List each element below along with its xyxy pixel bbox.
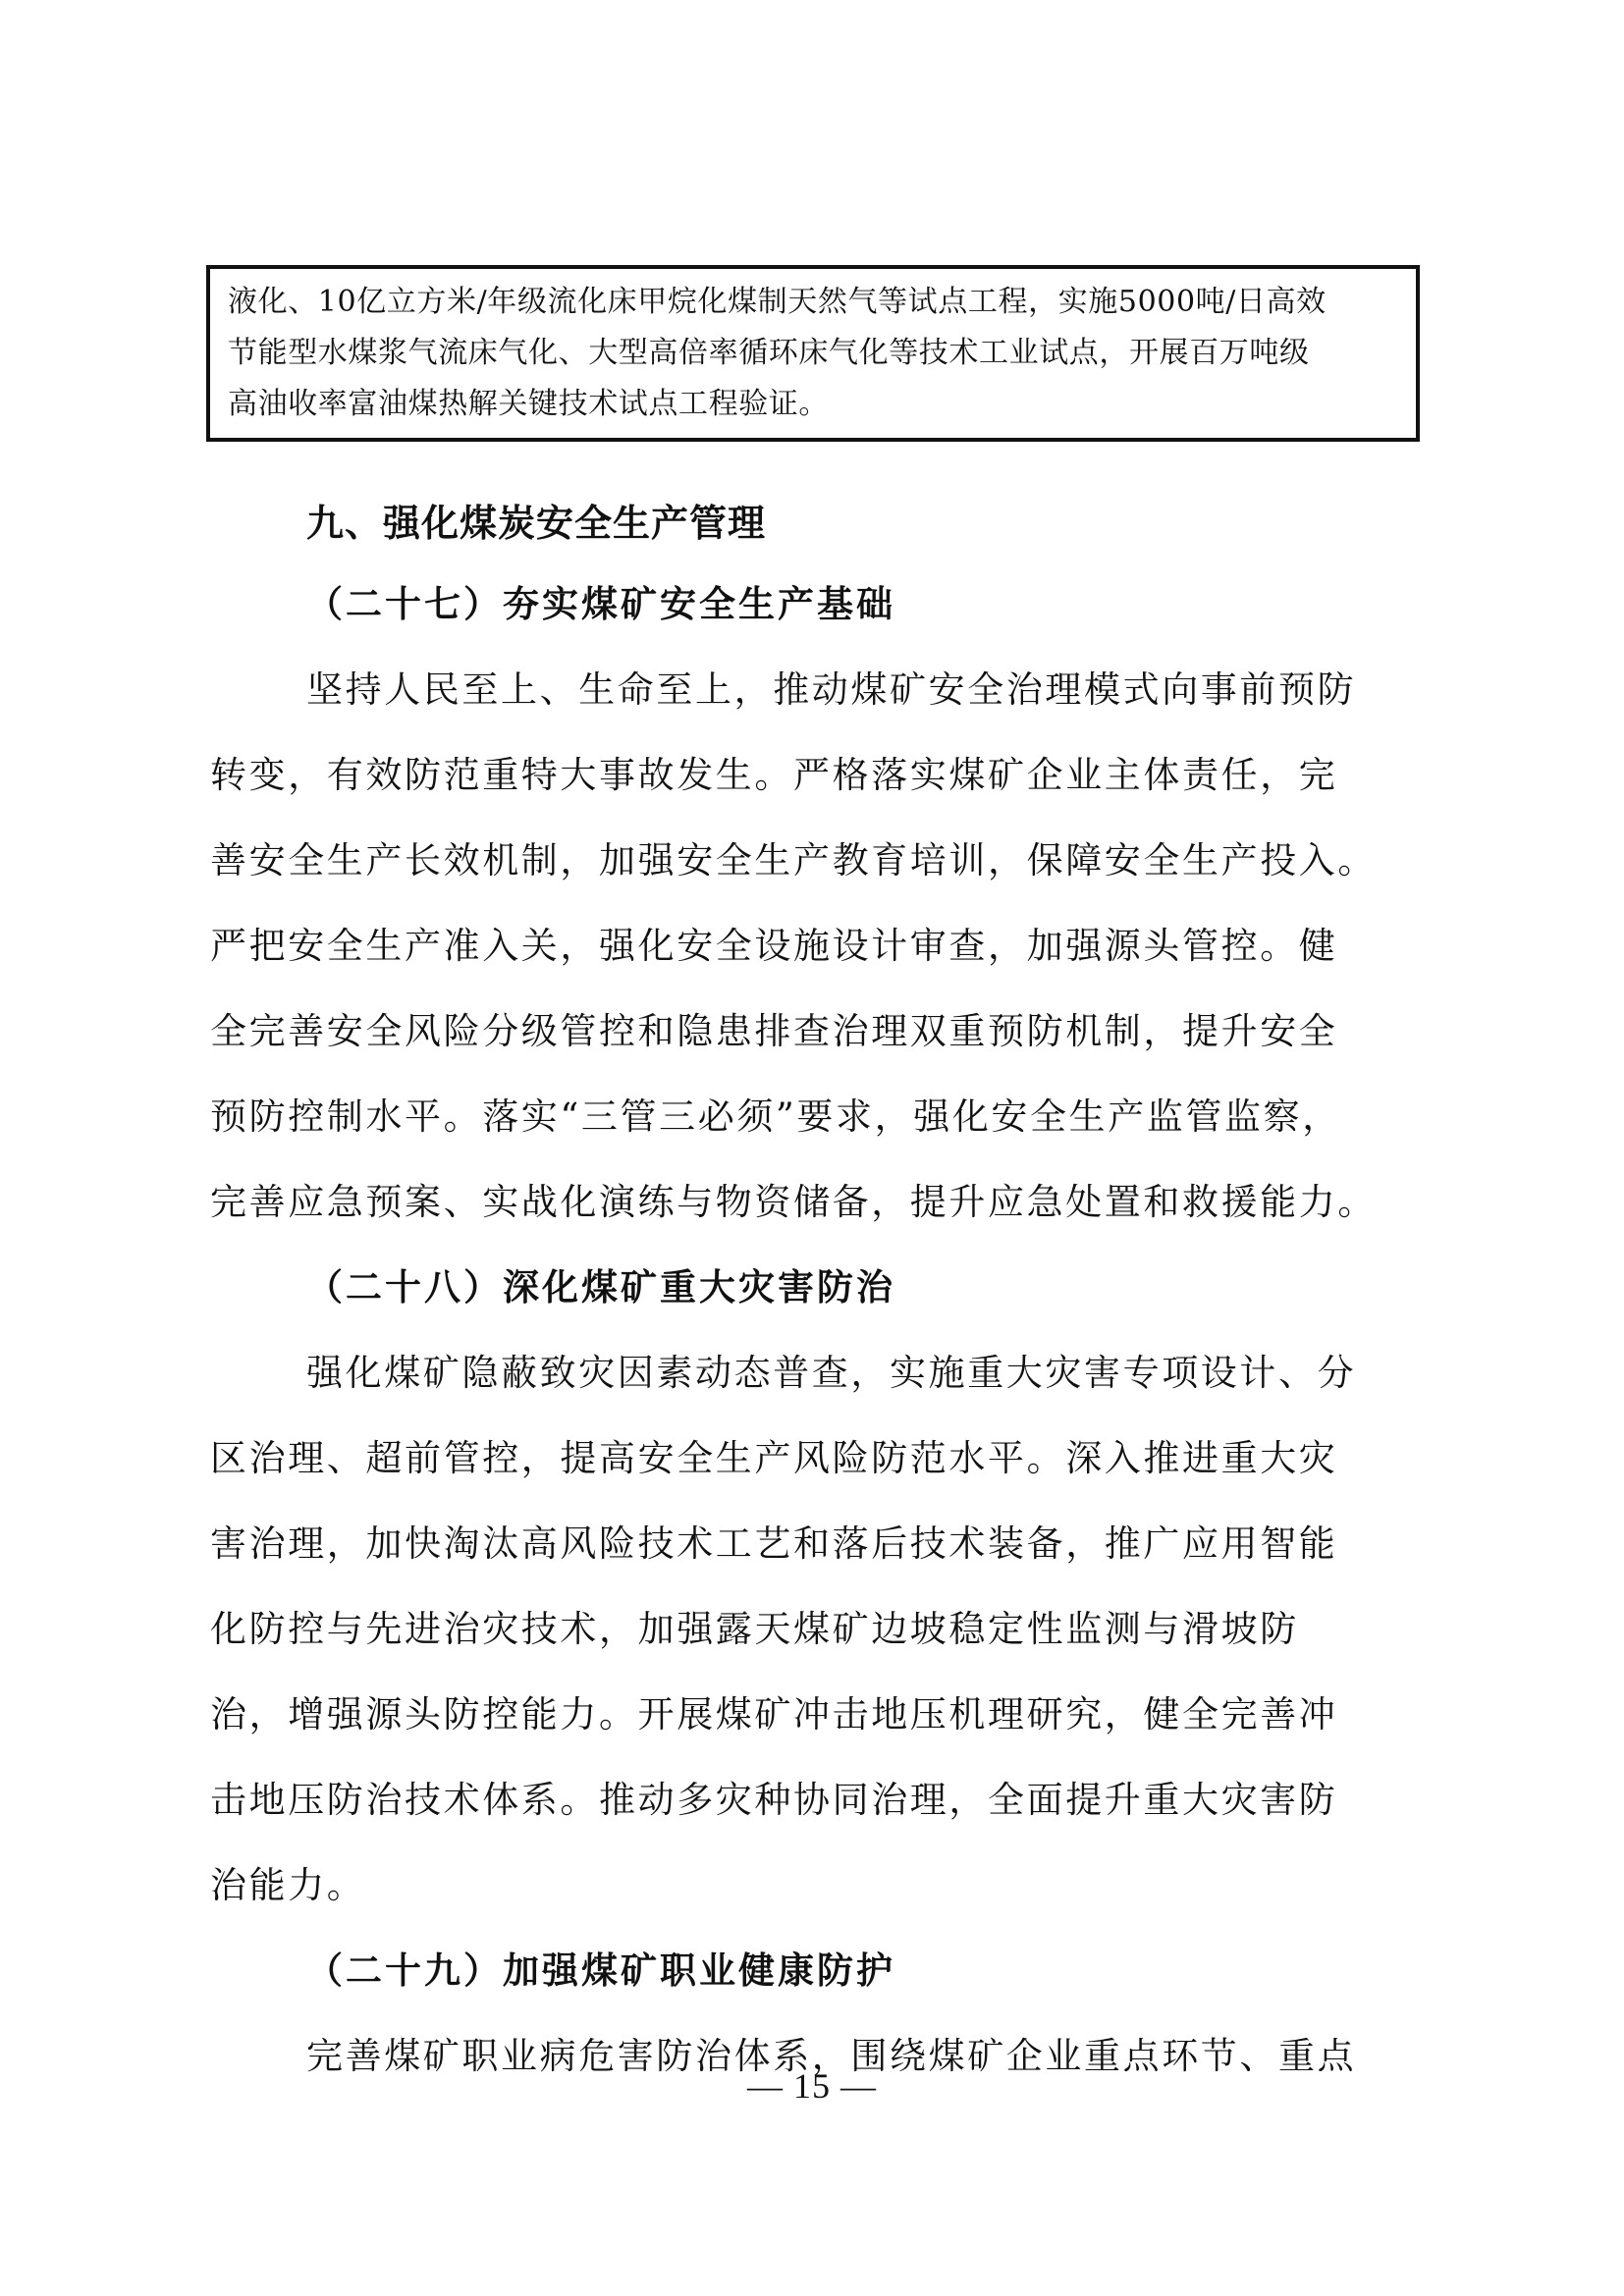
paragraph-line: 击地压防治技术体系。推动多灾种协同治理，全面提升重大灾害防 <box>210 1779 1338 1821</box>
paragraph-line: 完善应急预案、实战化演练与物资储备，提升应急处置和救援能力。 <box>210 1181 1377 1223</box>
subsection-heading: （二十七）夯实煤矿安全生产基础 <box>306 582 895 625</box>
page-number: — 15 — <box>747 2066 877 2106</box>
boxed-note-line: 节能型水煤浆气流床气化、大型高倍率循环床气化等技术工业试点，开展百万吨级 <box>228 336 1310 370</box>
paragraph-line: 坚持人民至上、生命至上，推动煤矿安全治理模式向事前预防 <box>306 668 1357 711</box>
paragraph-line: 化防控与先进治灾技术，加强露天煤矿边坡稳定性监测与滑坡防 <box>210 1608 1299 1650</box>
paragraph-line: 预防控制水平。落实“三管三必须”要求，强化安全生产监管监察， <box>210 1095 1341 1138</box>
paragraph-line: 严把安全生产准入关，强化安全设施设计审查，加强源头管控。健 <box>210 925 1338 967</box>
paragraph-line: 完善煤矿职业病危害防治体系，围绕煤矿企业重点环节、重点 <box>306 2035 1357 2077</box>
section-heading: 九、强化煤炭安全生产管理 <box>306 502 767 545</box>
paragraph-line: 强化煤矿隐蔽致灾因素动态普查，实施重大灾害专项设计、分 <box>306 1352 1357 1394</box>
subsection-heading: （二十八）深化煤矿重大灾害防治 <box>306 1265 895 1308</box>
paragraph-line: 转变，有效防范重特大事故发生。严格落实煤矿企业主体责任，完 <box>210 754 1338 796</box>
paragraph-line: 全完善安全风险分级管控和隐患排查治理双重预防机制，提升安全 <box>210 1010 1338 1052</box>
boxed-note-line: 高油收率富油煤热解关键技术试点工程验证。 <box>228 387 829 421</box>
paragraph-line: 治能力。 <box>210 1864 366 1906</box>
main-content <box>210 485 1416 2099</box>
subsection-heading: （二十九）加强煤矿职业健康防护 <box>306 1949 895 1992</box>
paragraph-line: 治，增强源头防控能力。开展煤矿冲击地压机理研究，健全完善冲 <box>210 1693 1338 1735</box>
paragraph <box>210 647 1416 1245</box>
paragraph-line: 害治理，加快淘汰高风险技术工艺和落后技术装备，推广应用智能 <box>210 1522 1338 1565</box>
paragraph <box>210 1330 1416 1928</box>
paragraph-line: 区治理、超前管控，提高安全生产风险防范水平。深入推进重大灾 <box>210 1437 1338 1479</box>
boxed-note <box>206 265 1420 442</box>
paragraph-line: 善安全生产长效机制，加强安全生产教育培训，保障安全生产投入。 <box>210 839 1377 881</box>
boxed-note-line: 液化、10亿立方米/年级流化床甲烷化煤制天然气等试点工程，实施5000吨/日高效 <box>228 285 1326 319</box>
